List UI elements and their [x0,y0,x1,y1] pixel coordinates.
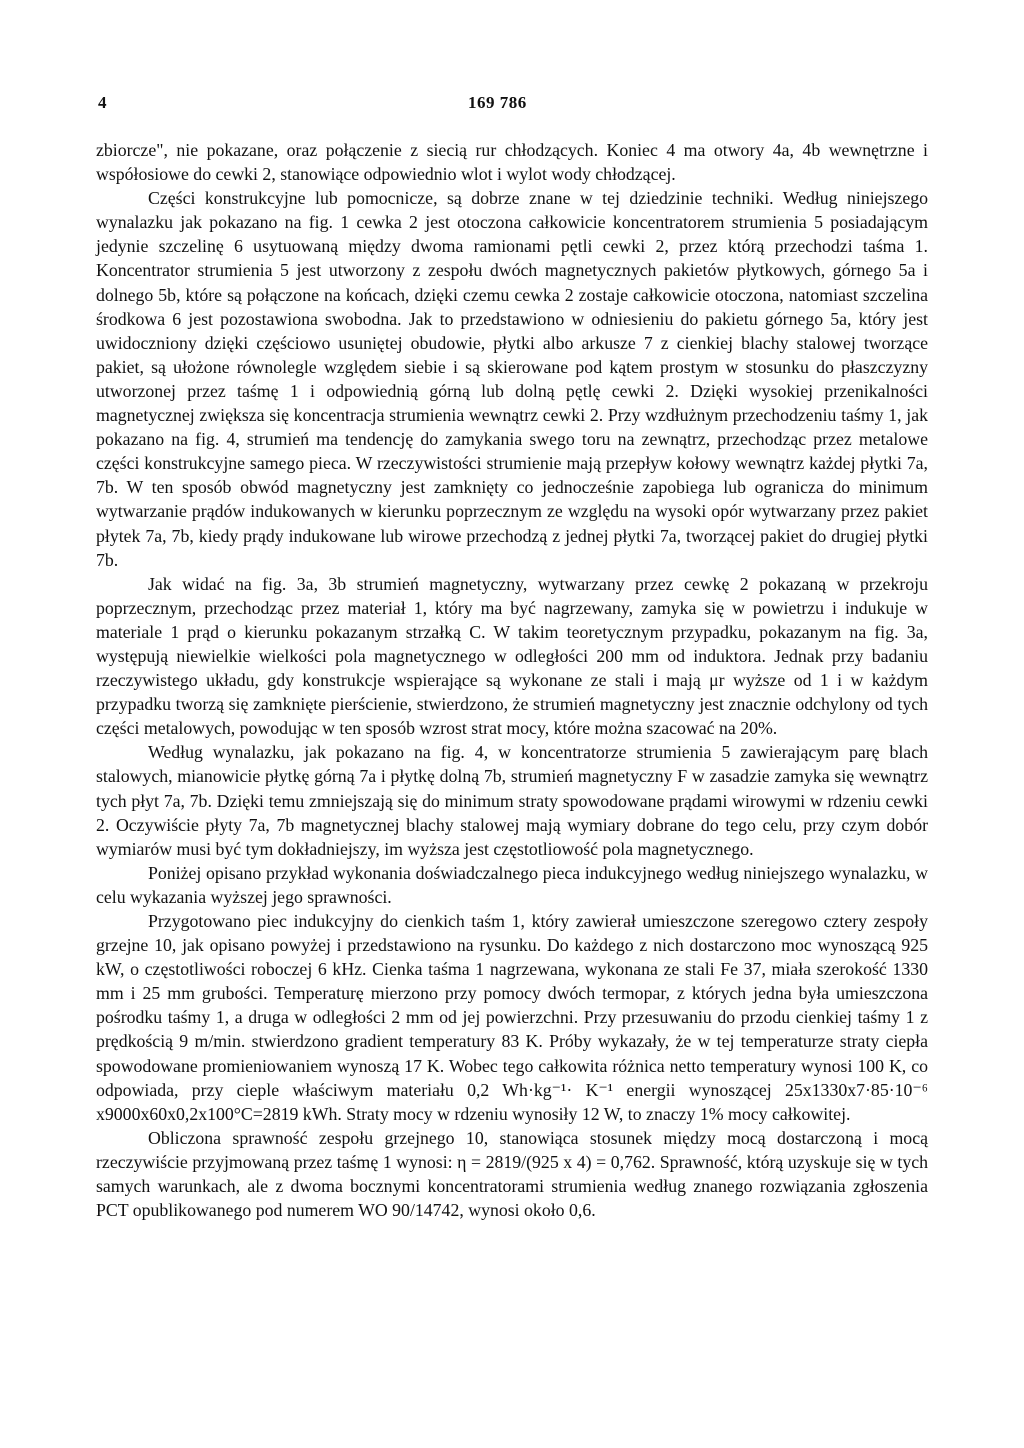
paragraph-continuation: zbiorcze", nie pokazane, oraz połączenie z siecią rur chłodzących. Koniec 4 ma otwory 4a, 4b wewnętrzne i współosiowe do cewki 2, stanowiące odpowiednio wlot i wylot wody chłodzącej. [96,140,928,185]
page-header [96,93,928,115]
page-number: 4 [98,93,107,112]
paragraph-experiment: Przygotowano piec indukcyjny do cienkich taśm 1, który zawierał umieszczone szeregowo cztery zespoły grzejne 10, jak opisano powyżej i przedstawiono na rysunku. Do każdego z nich dostarczono moc wynoszącą 925 kW, o częstotliwości roboczej 6 kHz. Cienka taśma 1 nagrzewana, wykonana ze stali Fe 37, miała szerokość 1330 mm i 25 mm grubości. Temperaturę mierzono przy pomocy dwóch termopar, z których jedna była umieszczona pośrodku taśmy 1, a druga w odległości 2 mm od jej powierzchni. Przy przesuwaniu do przodu cienkiej taśmy 1 z prędkością 9 m/min. stwierdzono gradient temperatury 83 K. Próby wykazały, że w tej temperaturze straty ciepła spowodowane promieniowaniem wynoszą 17 K. Wobec tego całkowita różnica netto temperatury wynosi 100 K, co odpowiada, przy cieple właściwym materiału 0,2 Wh·kg⁻¹· K⁻¹ energii wynoszącej 25x1330x7·85·10⁻⁶ x9000x60x0,2x100°C=2819 kWh. Straty mocy w rdzeniu wynosiły 12 W, to znaczy 1% mocy całkowitej. [96,911,928,1124]
paragraph-magnetic-flux: Jak widać na fig. 3a, 3b strumień magnetyczny, wytwarzany przez cewkę 2 pokazaną w przekroju poprzecznym, przechodząc przez materiał 1, który ma być nagrzewany, zamyka się w powietrzu i indukuje w materiale 1 prąd o kierunku pokazanym strzałką C. W takim teoretycznym przypadku, pokazanym na fig. 3a, występują niewielkie wielkości pola magnetycznego w odległości 200 mm od induktora. Jednak przy badaniu rzeczywistego układu, gdy konstrukcje wspierające są wykonane ze stali i mają μr wyższe od 1 i w każdym przypadku tworzą się zamknięte pierścienie, stwierdzono, że strumień magnetyczny jest znacznie odchylony od tych części metalowych, powodując w ten sposób wzrost strat mocy, które można szacować na 20%. [96,573,928,739]
paragraph-steel-plates: Według wynalazku, jak pokazano na fig. 4, w koncentratorze strumienia 5 zawierającym parę blach stalowych, mianowicie płytkę górną 7a i płytkę dolną 7b, strumień magnetyczny F w zasadzie zamyka się wewnątrz tych płyt 7a, 7b. Dzięki temu zmniejszają się do minimum straty spowodowane prądami wirowymi w rdzeniu cewki 2. Oczywiście płyty 7a, 7b magnetycznej blachy stalowej mają wymiary dobrane do tego celu, przy czym dobór wymiarów musi być tym dokładniejszy, im wyższa jest częstotliowość pola magnetycznego. [96,742,928,859]
paragraph-efficiency: Obliczona sprawność zespołu grzejnego 10, stanowiąca stosunek między mocą dostarczoną i mocą rzeczywiście przyjmowaną przez taśmę 1 wynosi: η = 2819/(925 x 4) = 0,762. Sprawność, którą uzyskuje się w tych samych warunkach, ale z dwoma bocznymi koncentratorami strumienia według znanego rozwiązania zgłoszenia PCT opublikowanego pod numerem WO 90/14742, wynosi około 0,6. [96,1127,928,1221]
document-page [96,0,928,1448]
body-text [96,138,928,1222]
patent-number: 169 786 [468,93,527,112]
paragraph-example-intro: Poniżej opisano przykład wykonania doświadczalnego pieca indukcyjnego według niniejszego wynalazku, w celu wykazania wyższej jego sprawności. [96,862,928,907]
paragraph-flux-concentrator: Części konstrukcyjne lub pomocnicze, są dobrze znane w tej dziedzinie techniki. Według niniejszego wynalazku jak pokazano na fig. 1 cewka 2 jest otoczona całkowicie koncentratorem strumienia 5 posiadającym jedynie szczelinę 6 usytuowaną między dwoma ramionami pętli cewki 2, przez którą przechodzi taśma 1. Koncentrator strumienia 5 jest utworzony z zespołu dwóch magnetycznych pakietów płytkowych, górnego 5a i dolnego 5b, które są połączone na końcach, dzięki czemu cewka 2 zostaje całkowicie otoczona, natomiast szczelina środkowa 6 jest pozostawiona swobodna. Jak to przedstawiono w odniesieniu do pakietu górnego 5a, który jest uwidoczniony dzięki częściowo usuniętej obudowie, płytki albo arkusze 7 z cienkiej blachy stalowej tworzące pakiet, są ułożone równolegle względem siebie i są skierowane pod kątem prostym w stosunku do płaszczyzny utworzonej przez taśmę 1 i odpowiednią górną lub dolną pętlę cewki 2. Dzięki wysokiej przenikalności magnetycznej zwiększa się koncentracja strumienia wewnątrz cewki 2. Przy wzdłużnym przechodzeniu taśmy 1, jak pokazano na fig. 4, strumień ma tendencję do zamykania swego toru na zewnątrz, przechodząc przez metalowe części konstrukcyjne samego pieca. W rzeczywistości strumienie mają przepływ kołowy wewnątrz każdej płytki 7a, 7b. W ten sposób obwód magnetyczny jest zamknięty co jednocześnie zapobiega lub ogranicza do minimum wytwarzanie prądów indukowanych w kierunku poprzecznym ze względu na wysoki opór wytwarzany przez pakiet płytek 7a, 7b, kiedy prądy indukowane lub wirowe przechodzą z jednej płytki 7a, tworzącej pakiet do drugiej płytki 7b. [96,188,928,570]
